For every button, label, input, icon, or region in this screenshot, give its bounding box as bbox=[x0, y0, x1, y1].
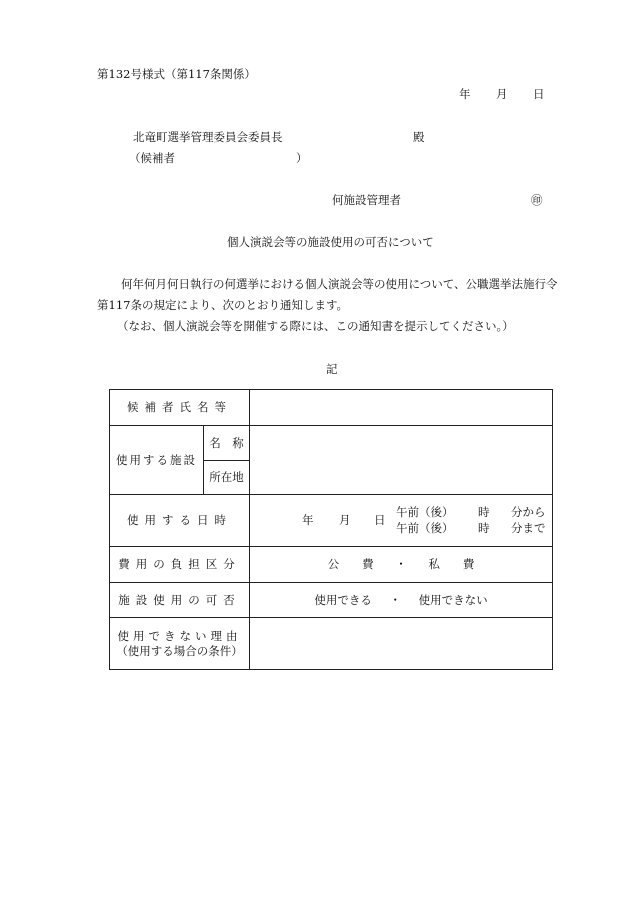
reason-label bbox=[110, 618, 250, 670]
availability-label: 施設使用の可否 bbox=[110, 583, 250, 618]
document-title: 個人演説会等の施設使用の可否について bbox=[227, 235, 434, 249]
cost-dot: ・ bbox=[395, 557, 407, 572]
body-line-2: 第117条の規定により、次のとおり通知します。 bbox=[97, 298, 349, 312]
seal-mark: ㊞ bbox=[531, 193, 543, 207]
cost-value bbox=[250, 547, 553, 583]
datetime-label: 使用する日時 bbox=[110, 495, 250, 547]
dt-min-to: 分まで bbox=[511, 520, 546, 535]
dt-hour-2: 時 bbox=[478, 520, 490, 535]
availability-value bbox=[250, 583, 553, 618]
body-note: （なお、個人演説会等を開催する際には、この通知書を提示してください。） bbox=[117, 319, 514, 333]
row-reason bbox=[110, 618, 553, 670]
addressee-committee: 北竜町選挙管理委員会委員長 bbox=[133, 130, 283, 144]
notification-table bbox=[109, 389, 553, 670]
datetime-value bbox=[250, 495, 553, 547]
row-facility-name bbox=[110, 426, 553, 461]
date-year: 年 bbox=[459, 87, 471, 101]
facility-label: 使用する施設 bbox=[110, 426, 204, 495]
reason-value bbox=[250, 618, 553, 670]
facility-manager: 何施設管理者 bbox=[332, 193, 401, 207]
row-datetime bbox=[110, 495, 553, 547]
cost-label: 費用の負担区分 bbox=[110, 547, 250, 583]
dt-year: 年 bbox=[302, 512, 314, 527]
body-line-1: 何年何月何日執行の何選挙における個人演説会等の使用について、公職選挙法施行令 bbox=[121, 277, 558, 291]
can-use-option: 使用できる bbox=[314, 592, 372, 607]
form-number: 第132号様式（第117条関係） bbox=[97, 67, 256, 81]
row-availability bbox=[110, 583, 553, 618]
dt-hour-1: 時 bbox=[478, 504, 490, 519]
cost-private: 私 費 bbox=[428, 557, 475, 572]
dt-min-from: 分から bbox=[511, 504, 546, 519]
facility-value bbox=[250, 426, 553, 495]
reason-label-line-1: 使用できない理由 bbox=[117, 629, 242, 644]
cost-public: 公 費 bbox=[327, 557, 374, 572]
date-month: 月 bbox=[496, 87, 508, 101]
row-candidate bbox=[110, 390, 553, 426]
date-day: 日 bbox=[533, 87, 545, 101]
candidate-name-label: 候補者氏名等 bbox=[110, 390, 250, 426]
row-cost bbox=[110, 547, 553, 583]
facility-name-label: 名 称 bbox=[204, 426, 250, 461]
dt-ampm-2: 午前（後） bbox=[396, 520, 454, 535]
reason-label-line-2: （使用する場合の条件） bbox=[116, 643, 243, 658]
candidate-close: ） bbox=[296, 151, 308, 165]
facility-location-label: 所在地 bbox=[204, 461, 250, 495]
dt-month: 月 bbox=[339, 512, 351, 527]
candidate-name-value bbox=[250, 390, 553, 426]
dt-day: 日 bbox=[374, 512, 386, 527]
cannot-use-option: 使用できない bbox=[418, 592, 488, 607]
ki-heading: 記 bbox=[326, 362, 338, 376]
candidate-open: （候補者 bbox=[129, 151, 175, 165]
addressee-honorific: 殿 bbox=[413, 130, 425, 144]
dt-ampm-1: 午前（後） bbox=[396, 504, 454, 519]
availability-dot: ・ bbox=[389, 592, 401, 607]
